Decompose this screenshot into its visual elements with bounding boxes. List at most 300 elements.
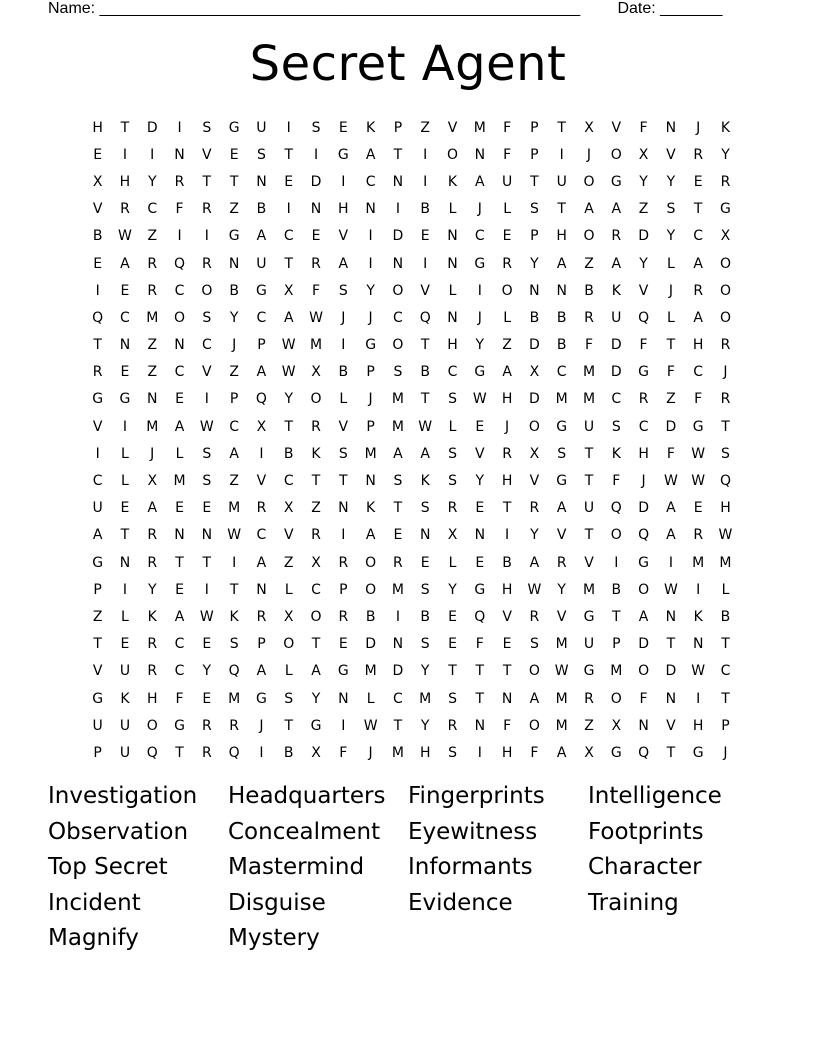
grid-letter[interactable]: B <box>584 282 594 299</box>
grid-letter[interactable]: O <box>501 282 513 299</box>
grid-letter[interactable]: C <box>201 337 212 354</box>
grid-letter[interactable]: P <box>229 391 239 408</box>
grid-letter[interactable]: O <box>310 391 322 408</box>
grid-letter[interactable]: A <box>283 309 294 326</box>
grid-letter[interactable]: R <box>201 744 212 761</box>
grid-letter[interactable]: H <box>419 744 431 761</box>
grid-letter[interactable]: O <box>365 554 377 571</box>
grid-letter[interactable]: T <box>284 255 293 272</box>
grid-letter[interactable]: A <box>584 201 594 218</box>
grid-letter[interactable]: I <box>177 119 182 136</box>
grid-letter[interactable]: Q <box>146 744 158 761</box>
grid-letter[interactable]: M <box>555 636 568 653</box>
grid-letter[interactable]: T <box>721 636 730 653</box>
grid-letter[interactable]: N <box>174 527 185 544</box>
grid-letter[interactable]: H <box>556 228 567 245</box>
grid-letter[interactable]: O <box>719 255 731 272</box>
grid-letter[interactable]: S <box>529 201 539 218</box>
grid-letter[interactable]: T <box>202 173 212 190</box>
grid-letter[interactable]: A <box>693 255 703 272</box>
grid-letter[interactable]: J <box>368 309 373 326</box>
grid-letter[interactable]: T <box>93 337 102 354</box>
grid-letter[interactable]: L <box>448 554 457 571</box>
grid-letter[interactable]: Q <box>92 309 104 326</box>
grid-letter[interactable]: J <box>477 309 482 326</box>
grid-letter[interactable]: L <box>448 201 457 218</box>
grid-letter[interactable]: N <box>474 717 486 734</box>
grid-letter[interactable]: G <box>92 690 104 707</box>
grid-letter[interactable]: Q <box>228 744 240 761</box>
grid-letter[interactable]: J <box>150 445 155 462</box>
grid-letter[interactable]: D <box>665 663 677 680</box>
grid-letter[interactable]: B <box>92 228 103 245</box>
grid-letter[interactable]: W <box>281 364 296 381</box>
grid-letter[interactable]: N <box>529 282 540 299</box>
grid-letter[interactable]: G <box>92 554 104 571</box>
grid-letter[interactable]: S <box>721 445 730 462</box>
grid-letter[interactable]: G <box>692 744 704 761</box>
grid-letter[interactable]: O <box>392 337 404 354</box>
grid-letter[interactable]: M <box>146 309 159 326</box>
grid-letter[interactable]: E <box>175 500 184 517</box>
grid-letter[interactable]: B <box>529 309 540 326</box>
grid-letter[interactable]: Y <box>311 690 321 707</box>
grid-letter[interactable]: R <box>147 636 158 653</box>
grid-letter[interactable]: A <box>256 228 267 245</box>
grid-letter[interactable]: X <box>283 282 294 299</box>
grid-letter[interactable]: Y <box>448 581 457 598</box>
grid-letter[interactable]: G <box>337 663 349 680</box>
grid-letter[interactable]: T <box>393 717 403 734</box>
grid-letter[interactable]: T <box>393 500 403 517</box>
grid-letter[interactable]: W <box>718 527 733 544</box>
grid-letter[interactable]: I <box>177 228 182 245</box>
grid-letter[interactable]: L <box>284 581 293 598</box>
grid-letter[interactable]: W <box>281 337 296 354</box>
grid-letter[interactable]: C <box>693 228 704 245</box>
grid-letter[interactable]: E <box>448 608 457 625</box>
grid-letter[interactable]: B <box>256 201 267 218</box>
grid-letter[interactable]: Z <box>283 554 294 571</box>
grid-letter[interactable]: B <box>420 364 431 381</box>
grid-letter[interactable]: O <box>283 636 295 653</box>
grid-letter[interactable]: N <box>174 337 185 354</box>
grid-letter[interactable]: O <box>201 282 213 299</box>
grid-letter[interactable]: D <box>392 663 404 680</box>
grid-letter[interactable]: K <box>611 282 621 299</box>
grid-letter[interactable]: D <box>665 418 677 435</box>
grid-letter[interactable]: B <box>556 337 567 354</box>
grid-letter[interactable]: Y <box>202 663 212 680</box>
grid-letter[interactable]: T <box>475 663 485 680</box>
grid-letter[interactable]: D <box>610 364 622 381</box>
grid-letter[interactable]: M <box>582 364 596 381</box>
grid-letter[interactable]: J <box>696 119 701 136</box>
grid-letter[interactable]: H <box>692 337 704 354</box>
grid-letter[interactable]: E <box>175 391 184 408</box>
grid-letter[interactable]: F <box>175 201 184 218</box>
grid-letter[interactable]: H <box>720 500 731 517</box>
grid-letter[interactable]: Y <box>530 527 539 544</box>
grid-letter[interactable]: G <box>337 146 349 163</box>
grid-letter[interactable]: U <box>119 717 131 734</box>
grid-letter[interactable]: I <box>341 717 346 734</box>
grid-letter[interactable]: N <box>447 309 458 326</box>
grid-letter[interactable]: E <box>175 581 184 598</box>
grid-letter[interactable]: M <box>364 445 377 462</box>
grid-letter[interactable]: M <box>391 418 404 435</box>
grid-letter[interactable]: A <box>256 364 267 381</box>
grid-letter[interactable]: P <box>612 636 621 653</box>
grid-letter[interactable]: J <box>586 146 592 163</box>
grid-letter[interactable]: V <box>666 146 676 163</box>
grid-letter[interactable]: X <box>447 527 458 544</box>
grid-letter[interactable]: Q <box>228 663 240 680</box>
grid-letter[interactable]: T <box>120 119 130 136</box>
grid-letter[interactable]: Y <box>366 282 375 299</box>
grid-letter[interactable]: Q <box>610 500 622 517</box>
grid-letter[interactable]: C <box>283 228 294 245</box>
grid-letter[interactable]: W <box>691 663 706 680</box>
grid-letter[interactable]: M <box>610 663 623 680</box>
grid-letter[interactable]: G <box>610 744 622 761</box>
grid-letter[interactable]: T <box>284 146 293 163</box>
grid-letter[interactable]: S <box>393 364 403 381</box>
grid-letter[interactable]: G <box>720 201 731 218</box>
grid-letter[interactable]: T <box>557 201 566 218</box>
grid-letter[interactable]: B <box>420 201 431 218</box>
grid-letter[interactable]: E <box>475 418 485 435</box>
grid-letter[interactable]: A <box>420 445 430 462</box>
grid-letter[interactable]: N <box>147 391 158 408</box>
grid-letter[interactable]: O <box>638 581 650 598</box>
grid-letter[interactable]: C <box>447 364 458 381</box>
grid-letter[interactable]: E <box>202 500 212 517</box>
grid-letter[interactable]: R <box>229 717 239 734</box>
grid-letter[interactable]: U <box>583 636 595 653</box>
grid-letter[interactable]: W <box>199 418 214 435</box>
grid-letter[interactable]: V <box>584 554 594 571</box>
grid-letter[interactable]: K <box>366 119 376 136</box>
grid-letter[interactable]: R <box>720 391 731 408</box>
grid-letter[interactable]: A <box>556 255 567 272</box>
grid-letter[interactable]: W <box>527 581 542 598</box>
grid-letter[interactable]: I <box>477 744 482 761</box>
grid-letter[interactable]: A <box>502 364 512 381</box>
grid-letter[interactable]: E <box>502 636 512 653</box>
grid-letter[interactable]: N <box>392 636 404 653</box>
grid-letter[interactable]: Y <box>284 391 293 408</box>
grid-letter[interactable]: T <box>666 636 676 653</box>
grid-letter[interactable]: B <box>502 554 512 571</box>
grid-letter[interactable]: R <box>720 173 731 190</box>
grid-letter[interactable]: P <box>257 636 266 653</box>
grid-letter[interactable]: G <box>474 581 486 598</box>
grid-letter[interactable]: Y <box>475 473 485 490</box>
grid-letter[interactable]: U <box>583 500 595 517</box>
grid-letter[interactable]: P <box>530 146 539 163</box>
grid-letter[interactable]: M <box>173 473 186 490</box>
grid-letter[interactable]: R <box>447 500 458 517</box>
grid-letter[interactable]: X <box>584 744 594 761</box>
grid-letter[interactable]: M <box>692 554 705 571</box>
grid-letter[interactable]: S <box>202 473 212 490</box>
grid-letter[interactable]: I <box>122 146 128 163</box>
grid-letter[interactable]: I <box>614 554 619 571</box>
grid-letter[interactable]: I <box>668 554 673 571</box>
grid-letter[interactable]: T <box>721 418 730 435</box>
grid-letter[interactable]: I <box>423 173 428 190</box>
grid-letter[interactable]: I <box>232 554 237 571</box>
grid-letter[interactable]: L <box>721 581 730 598</box>
grid-letter[interactable]: R <box>393 554 403 571</box>
grid-letter[interactable]: F <box>639 119 648 136</box>
grid-letter[interactable]: X <box>638 146 649 163</box>
grid-letter[interactable]: T <box>284 418 293 435</box>
grid-letter[interactable]: H <box>501 391 513 408</box>
grid-letter[interactable]: E <box>93 255 103 272</box>
grid-letter[interactable]: M <box>582 391 596 408</box>
grid-letter[interactable]: E <box>284 173 294 190</box>
grid-letter[interactable]: S <box>420 581 430 598</box>
grid-letter[interactable]: G <box>174 717 185 734</box>
grid-letter[interactable]: G <box>119 391 131 408</box>
grid-letter[interactable]: K <box>693 608 703 625</box>
grid-letter[interactable]: V <box>338 228 349 245</box>
grid-letter[interactable]: T <box>393 146 403 163</box>
grid-letter[interactable]: J <box>477 201 482 218</box>
grid-letter[interactable]: M <box>391 581 404 598</box>
grid-letter[interactable]: U <box>501 173 513 190</box>
grid-letter[interactable]: N <box>419 527 431 544</box>
grid-letter[interactable]: X <box>311 364 321 381</box>
grid-letter[interactable]: P <box>530 119 539 136</box>
grid-letter[interactable]: S <box>202 445 212 462</box>
grid-letter[interactable]: B <box>338 364 349 381</box>
name-field[interactable]: Name: ______________________________________________________ <box>48 0 581 17</box>
grid-letter[interactable]: I <box>341 173 346 190</box>
grid-letter[interactable]: X <box>256 418 267 435</box>
grid-letter[interactable]: L <box>121 608 129 625</box>
grid-letter[interactable]: M <box>391 391 404 408</box>
grid-letter[interactable]: T <box>693 201 703 218</box>
grid-letter[interactable]: U <box>119 744 131 761</box>
grid-letter[interactable]: C <box>393 309 403 326</box>
grid-letter[interactable]: O <box>174 309 186 326</box>
grid-letter[interactable]: L <box>175 445 184 462</box>
grid-letter[interactable]: O <box>583 173 595 190</box>
grid-letter[interactable]: V <box>666 717 676 734</box>
grid-letter[interactable]: C <box>311 581 321 598</box>
grid-letter[interactable]: T <box>584 473 594 490</box>
grid-letter[interactable]: W <box>309 309 323 326</box>
grid-letter[interactable]: C <box>283 473 294 490</box>
grid-letter[interactable]: A <box>666 500 676 517</box>
grid-letter[interactable]: W <box>663 473 678 490</box>
grid-letter[interactable]: C <box>174 636 185 653</box>
grid-letter[interactable]: F <box>175 690 184 707</box>
grid-letter[interactable]: F <box>584 337 594 354</box>
grid-letter[interactable]: I <box>696 581 701 598</box>
grid-letter[interactable]: T <box>557 119 566 136</box>
grid-letter[interactable]: R <box>311 527 321 544</box>
grid-letter[interactable]: C <box>120 309 130 326</box>
grid-letter[interactable]: N <box>338 500 349 517</box>
grid-letter[interactable]: Q <box>719 473 731 490</box>
grid-letter[interactable]: Z <box>311 500 321 517</box>
grid-letter[interactable]: R <box>147 282 158 299</box>
grid-letter[interactable]: G <box>310 717 322 734</box>
grid-letter[interactable]: S <box>611 418 621 435</box>
grid-letter[interactable]: L <box>366 690 375 707</box>
grid-letter[interactable]: W <box>227 527 242 544</box>
grid-letter[interactable]: I <box>395 201 400 218</box>
grid-letter[interactable]: F <box>503 119 512 136</box>
grid-letter[interactable]: U <box>583 418 595 435</box>
grid-letter[interactable]: C <box>611 391 622 408</box>
grid-letter[interactable]: J <box>368 744 373 761</box>
grid-letter[interactable]: X <box>584 119 594 136</box>
grid-letter[interactable]: M <box>146 418 159 435</box>
grid-letter[interactable]: C <box>693 364 704 381</box>
grid-letter[interactable]: A <box>120 255 130 272</box>
grid-letter[interactable]: S <box>202 119 212 136</box>
grid-letter[interactable]: J <box>368 391 373 408</box>
grid-letter[interactable]: S <box>529 636 539 653</box>
grid-letter[interactable]: B <box>420 608 431 625</box>
grid-letter[interactable]: B <box>611 581 622 598</box>
grid-letter[interactable]: F <box>666 445 675 462</box>
grid-letter[interactable]: Y <box>666 228 676 245</box>
grid-letter[interactable]: O <box>446 146 459 163</box>
grid-letter[interactable]: R <box>120 201 130 218</box>
grid-letter[interactable]: F <box>503 717 512 734</box>
grid-letter[interactable]: I <box>341 337 346 354</box>
grid-letter[interactable]: R <box>693 527 704 544</box>
grid-letter[interactable]: Y <box>229 309 239 326</box>
grid-letter[interactable]: M <box>555 690 568 707</box>
grid-letter[interactable]: K <box>311 445 321 462</box>
grid-letter[interactable]: D <box>365 636 376 653</box>
grid-letter[interactable]: W <box>363 717 378 734</box>
grid-letter[interactable]: T <box>311 636 321 653</box>
grid-letter[interactable]: C <box>92 473 103 490</box>
grid-letter[interactable]: Z <box>147 337 158 354</box>
grid-letter[interactable]: O <box>310 608 322 625</box>
grid-letter[interactable]: N <box>392 255 404 272</box>
grid-letter[interactable]: E <box>229 146 239 163</box>
grid-letter[interactable]: A <box>638 608 649 625</box>
grid-letter[interactable]: E <box>120 636 130 653</box>
grid-letter[interactable]: F <box>612 473 621 490</box>
grid-letter[interactable]: P <box>393 119 403 136</box>
grid-letter[interactable]: E <box>448 636 457 653</box>
grid-letter[interactable]: H <box>146 690 158 707</box>
grid-letter[interactable]: Q <box>255 391 267 408</box>
grid-letter[interactable]: D <box>529 391 540 408</box>
grid-letter[interactable]: A <box>365 146 376 163</box>
grid-letter[interactable]: I <box>368 255 373 272</box>
grid-letter[interactable]: N <box>474 146 486 163</box>
grid-letter[interactable]: F <box>666 364 675 381</box>
grid-letter[interactable]: A <box>556 744 567 761</box>
grid-letter[interactable]: R <box>447 717 458 734</box>
grid-letter[interactable]: I <box>477 282 482 299</box>
grid-letter[interactable]: J <box>505 418 510 435</box>
grid-letter[interactable]: T <box>721 690 730 707</box>
grid-letter[interactable]: T <box>502 663 512 680</box>
grid-letter[interactable]: V <box>556 608 567 625</box>
grid-letter[interactable]: U <box>611 309 622 326</box>
grid-letter[interactable]: R <box>611 228 622 245</box>
grid-letter[interactable]: O <box>610 146 622 163</box>
grid-letter[interactable]: R <box>502 255 512 272</box>
grid-letter[interactable]: E <box>338 636 348 653</box>
grid-letter[interactable]: Y <box>721 146 730 163</box>
grid-letter[interactable]: N <box>119 554 131 571</box>
grid-letter[interactable]: D <box>638 636 649 653</box>
grid-letter[interactable]: R <box>92 364 103 381</box>
grid-letter[interactable]: F <box>339 744 348 761</box>
grid-letter[interactable]: G <box>92 391 104 408</box>
grid-letter[interactable]: A <box>147 500 158 517</box>
grid-letter[interactable]: X <box>283 608 294 625</box>
grid-letter[interactable]: S <box>448 473 457 490</box>
grid-letter[interactable]: G <box>228 119 240 136</box>
grid-letter[interactable]: X <box>529 364 540 381</box>
grid-letter[interactable]: V <box>638 282 649 299</box>
grid-letter[interactable]: O <box>719 282 731 299</box>
grid-letter[interactable]: R <box>584 690 594 707</box>
grid-letter[interactable]: N <box>119 337 131 354</box>
grid-letter[interactable]: R <box>147 527 158 544</box>
grid-letter[interactable]: N <box>638 717 649 734</box>
grid-letter[interactable]: C <box>174 282 185 299</box>
grid-letter[interactable]: E <box>120 364 130 381</box>
grid-letter[interactable]: R <box>502 445 512 462</box>
grid-letter[interactable]: Y <box>557 581 566 598</box>
grid-letter[interactable]: I <box>204 391 209 408</box>
grid-letter[interactable]: T <box>584 527 594 544</box>
grid-letter[interactable]: T <box>175 744 184 761</box>
grid-letter[interactable]: E <box>120 500 130 517</box>
grid-letter[interactable]: V <box>556 527 567 544</box>
grid-letter[interactable]: M <box>473 119 486 136</box>
grid-letter[interactable]: N <box>392 173 404 190</box>
grid-letter[interactable]: G <box>474 255 486 272</box>
grid-letter[interactable]: Y <box>639 173 648 190</box>
grid-letter[interactable]: M <box>419 690 432 707</box>
grid-letter[interactable]: E <box>502 228 512 245</box>
grid-letter[interactable]: C <box>147 201 158 218</box>
grid-letter[interactable]: G <box>256 690 267 707</box>
grid-letter[interactable]: S <box>256 146 266 163</box>
grid-letter[interactable]: G <box>474 364 486 381</box>
grid-letter[interactable]: H <box>338 201 349 218</box>
grid-letter[interactable]: B <box>556 309 567 326</box>
grid-letter[interactable]: G <box>256 282 267 299</box>
grid-letter[interactable]: Z <box>420 119 430 136</box>
grid-letter[interactable]: X <box>311 554 321 571</box>
grid-letter[interactable]: Y <box>666 173 676 190</box>
grid-letter[interactable]: K <box>147 608 157 625</box>
grid-letter[interactable]: S <box>284 690 294 707</box>
grid-letter[interactable]: U <box>119 663 131 680</box>
grid-letter[interactable]: E <box>338 119 348 136</box>
grid-letter[interactable]: K <box>447 173 458 190</box>
grid-letter[interactable]: S <box>448 445 457 462</box>
date-field[interactable]: Date: _______ <box>617 0 723 17</box>
